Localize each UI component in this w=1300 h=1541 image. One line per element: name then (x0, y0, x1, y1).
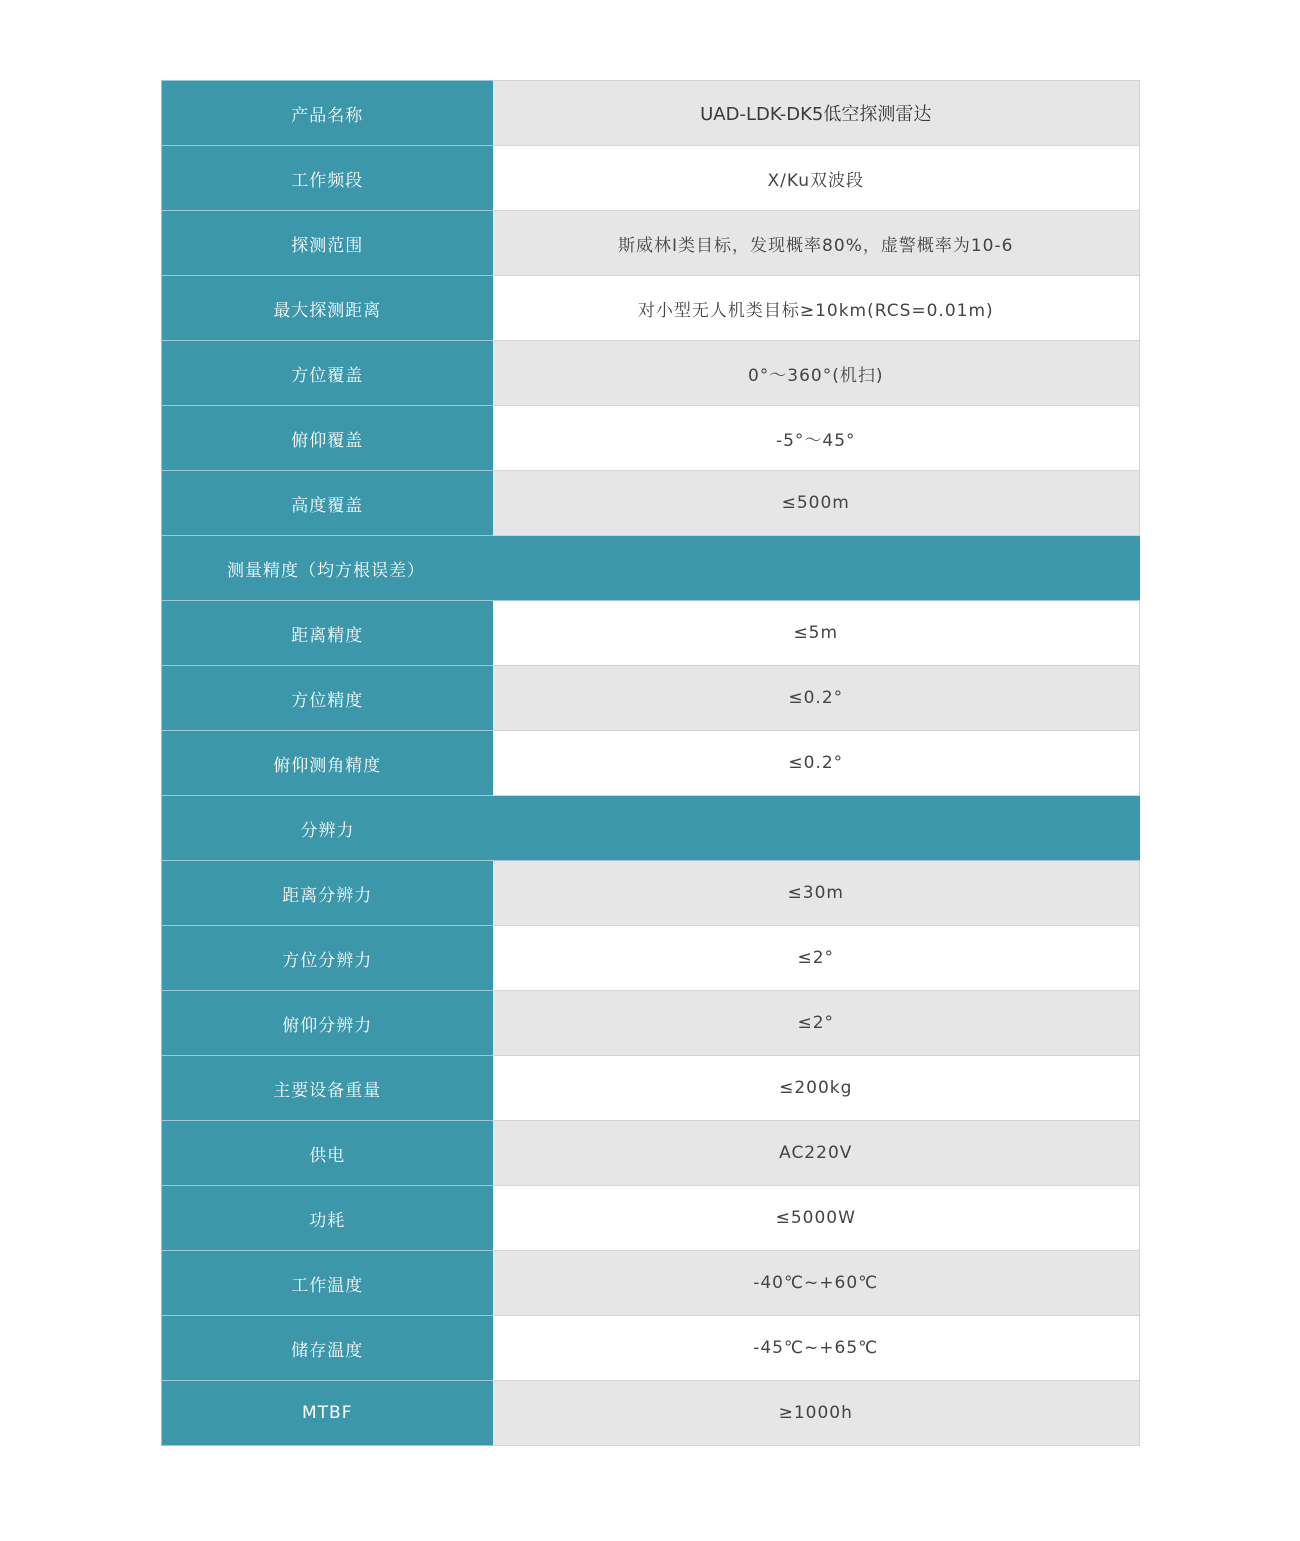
spec-label: 探测范围 (162, 211, 493, 276)
spec-label: 方位分辨力 (162, 926, 493, 991)
spec-value: UAD-LDK-DK5低空探测雷达 (493, 81, 1140, 146)
spec-row (162, 1381, 1140, 1446)
spec-label: 距离分辨力 (162, 861, 493, 926)
spec-row (162, 731, 1140, 796)
spec-row (162, 1316, 1140, 1381)
spec-row (162, 1251, 1140, 1316)
spec-row (162, 406, 1140, 471)
spec-label: 高度覆盖 (162, 471, 493, 536)
section-header-label: 测量精度（均方根误差） (227, 560, 425, 581)
spec-label: 俯仰分辨力 (162, 991, 493, 1056)
spec-label: 功耗 (162, 1186, 493, 1251)
spec-row (162, 146, 1140, 211)
spec-label: 俯仰测角精度 (162, 731, 493, 796)
spec-label: 工作频段 (162, 146, 493, 211)
spec-label: 最大探测距离 (162, 276, 493, 341)
spec-label: 供电 (162, 1121, 493, 1186)
spec-table-body (162, 81, 1140, 1446)
spec-value: ≤500m (493, 471, 1140, 536)
spec-row (162, 991, 1140, 1056)
spec-value: -45℃~+65℃ (493, 1316, 1140, 1381)
spec-row (162, 211, 1140, 276)
spec-row (162, 666, 1140, 731)
spec-value: ≤0.2° (493, 666, 1140, 731)
spec-value: ≤2° (493, 926, 1140, 991)
spec-row (162, 276, 1140, 341)
spec-label: MTBF (162, 1381, 493, 1446)
spec-value: ≤200kg (493, 1056, 1140, 1121)
spec-row (162, 81, 1140, 146)
spec-row (162, 1186, 1140, 1251)
section-header-cell (162, 536, 1140, 601)
spec-value: 0°～360°(机扫) (493, 341, 1140, 406)
spec-row (162, 1056, 1140, 1121)
spec-label: 储存温度 (162, 1316, 493, 1381)
section-header-label: 分辨力 (300, 820, 355, 841)
spec-label: 工作温度 (162, 1251, 493, 1316)
spec-value: ≤30m (493, 861, 1140, 926)
spec-label: 方位覆盖 (162, 341, 493, 406)
spec-row (162, 341, 1140, 406)
spec-value: 对小型无人机类目标≥10km(RCS=0.01m) (493, 276, 1140, 341)
spec-label: 距离精度 (162, 601, 493, 666)
spec-value: X/Ku双波段 (493, 146, 1140, 211)
section-header-row (162, 796, 1140, 861)
spec-value: ≤5000W (493, 1186, 1140, 1251)
spec-value: ≤0.2° (493, 731, 1140, 796)
spec-value: -40℃~+60℃ (493, 1251, 1140, 1316)
spec-label: 方位精度 (162, 666, 493, 731)
spec-row (162, 1121, 1140, 1186)
spec-row (162, 471, 1140, 536)
spec-value: AC220V (493, 1121, 1140, 1186)
spec-table (161, 80, 1140, 1446)
spec-value: -5°～45° (493, 406, 1140, 471)
spec-value: ≥1000h (493, 1381, 1140, 1446)
spec-row (162, 601, 1140, 666)
spec-label: 俯仰覆盖 (162, 406, 493, 471)
spec-row (162, 926, 1140, 991)
spec-value: 斯威林Ⅰ类目标，发现概率80%，虚警概率为10-6 (493, 211, 1140, 276)
spec-value: ≤2° (493, 991, 1140, 1056)
section-header-row (162, 536, 1140, 601)
spec-label: 产品名称 (162, 81, 493, 146)
spec-label: 主要设备重量 (162, 1056, 493, 1121)
section-header-cell (162, 796, 1140, 861)
spec-value: ≤5m (493, 601, 1140, 666)
spec-row (162, 861, 1140, 926)
